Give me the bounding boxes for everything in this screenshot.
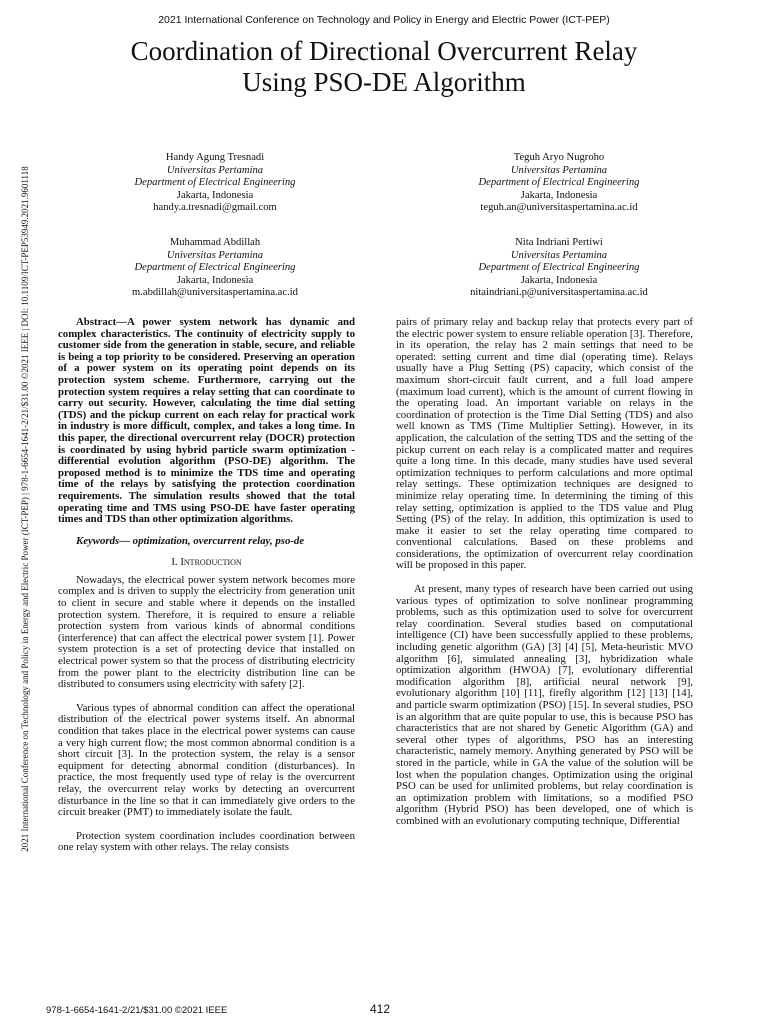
paragraph: At present, many types of research have been carried out using various types of optimization to solve nonlinear programming problems, such as this optimization used to solve for overcurrent relay coordination. Several studies based on computational intelligence (CI) have been successfully applied to these problems, including genetic algorithm (GA) [3] [4] [5], Meta-heuristic MVO algorithm [6], simulated annealing [3], hybridization whale optimization algorithm (HWOA) [7], evolutionary differential modification algorithm [8], artificial neural network [9], evolutionary algorithm [10] [11], firefly algorithm [12] [13] [14], and particle swarm optimization (PSO) [15]. In several studies, PSO is an algorithm that are quite popular to use, this is because PSO has characteristics that are not shared by Genetic Algorithm (GA) and several other types of algorithms, PSO has an interesting characteristic, namely memory. Anything generated by PSO will be stored in the particle, while in GA the value of the solution will be lost when the population changes. Optimization using the original PSO can be used for unlimited problems, but relay coordination is an optimization problem with limitations, so a modified PSO algorithm (Hybrid PSO) has been developed, one of which is combined with an evolutionary computing technique, Differential — [396, 583, 693, 827]
author-location: Jakarta, Indonesia — [520, 189, 598, 201]
author-block-3 — [80, 237, 350, 300]
section-number: I. — [171, 556, 178, 569]
author-name: Handy Agung Tresnadi — [165, 152, 265, 163]
side-doi-strip — [20, 138, 30, 883]
author-location: Jakarta, Indonesia — [520, 274, 598, 286]
side-doi-text: 2021 International Conference on Technology and Policy in Energy and Electric Power (ICT-PEP) | 978-1-6654-1641-2/21/$31.00 ©2021 IEEE | DOI: 10.1109/ICT-PEP53949.2021.9601118 — [20, 166, 30, 852]
paragraph: Nowadays, the electrical power system network becomes more complex and is driven to supply the electricity from generation unit to client in secure and stable where it depends on the installed protection system. Therefore, it is required to ensure a reliable protection system from various kinds of abnormal conditions (interference) that can affect the electrical power system [1]. Power system protection is a set of protecting device that installed on electrical power system so that the process of distributing electricity from the power plant to the electricity distribution line can be distributed to consumers using electricity with safety [2]. — [58, 573, 355, 691]
keywords: Keywords— optimization, overcurrent relay, pso-de — [76, 534, 305, 547]
title-line-2: Using PSO-DE Algorithm — [242, 67, 526, 97]
author-name: Teguh Aryo Nugroho — [513, 152, 605, 163]
left-column — [58, 317, 355, 854]
paragraph: Protection system coordination includes coordination between one relay system with other relays. The relay consists — [58, 829, 355, 854]
author-affiliation: Universitas Pertamina — [510, 164, 608, 176]
abstract: Abstract—A power system network has dynamic and complex characteristics. The continuity of electricity supply to customer side from the generation in stable, secure, and reliable is being a top priority to be considered. Preserving an operation of a power system on its operating point depends on its protection system scheme. Furthermore, carrying out the protection system requires a relay setting that can coordinate to carry out security. However, calculating the time dial setting (TDS) and the pickup current on each relay for practical work in industry is more difficult, complex, and takes a long time. In this paper, the directional overcurrent relay (DOCR) protection is coordinated by using hybrid particle swarm optimization - differential evolution algorithm (PSO-DE) algorithm. The proposed method is to minimize the TDS time and operating time of the relays by satisfying the protection coordination requirements. The simulation results showed that the total operating time and TMS using PSO-DE have faster operating times and TDS than other optimization algorithms. — [58, 316, 355, 526]
author-affiliation: Universitas Pertamina — [510, 249, 608, 261]
right-column — [396, 317, 693, 828]
section-title: Introduction — [180, 556, 242, 569]
conference-header: 2021 International Conference on Technology and Policy in Energy and Electric Power (ICT-PEP) — [158, 14, 610, 26]
author-email[interactable]: teguh.an@universitaspertamina.ac.id — [480, 202, 638, 214]
author-email[interactable]: nitaindriani.p@universitaspertamina.ac.id — [470, 287, 648, 299]
footer-copyright: 978-1-6654-1641-2/21/$31.00 ©2021 IEEE — [46, 1005, 228, 1016]
author-email[interactable]: handy.a.tresnadi@gmail.com — [153, 202, 277, 214]
author-email[interactable]: m.abdillah@universitaspertamina.ac.id — [132, 287, 298, 299]
author-affiliation: Universitas Pertamina — [166, 164, 264, 176]
author-department: Department of Electrical Engineering — [478, 262, 640, 274]
author-block-2 — [424, 152, 694, 215]
author-department: Department of Electrical Engineering — [134, 262, 296, 274]
title-line-1: Coordination of Directional Overcurrent Relay — [130, 36, 638, 66]
author-name: Muhammad Abdillah — [169, 237, 261, 248]
author-block-4 — [424, 237, 694, 300]
paragraph: pairs of primary relay and backup relay that protects every part of the electric power system to ensure reliable operation [3]. Therefore, in its operation, the relay has 2 main settings that need to be operated: setting current and time dial (operating time). Relays usually have a Plug Setting (PS) capacity, which consist of the maximum short-circuit fault current, and a full load ampere (maximum load current), which is the amount of current flowing in the operating load. An important variable on relays in the coordination of protection is the Time Dial Setting (TDS) and also well known as TMS (Time Multiplier Setting). However, in its application, the calculation of the setting TDS and the setting of the pickup current on each relay is a complicated matter and requires quite a long time. In this decade, many studies have used several optimization techniques to perform calculations and more optimal relay settings. These optimization techniques are designed to minimize relay operating time. In determining the timing of this relay setting, optimization is applied to the TDS value and Plug Setting (PS) of the relay. In addition, this optimization is used to make it easier to set the relay operating time compared to conventional calculations. Based on these problems and considerations, the optimization of overcurrent relay coordination will be proposed in this paper. — [396, 316, 693, 572]
paper-title — [70, 36, 698, 98]
author-department: Department of Electrical Engineering — [478, 177, 640, 189]
author-affiliation: Universitas Pertamina — [166, 249, 264, 261]
paragraph: Various types of abnormal condition can affect the operational distribution of the electrical power systems itself. An abnormal condition that takes place in the electrical power systems can cause a very high current flow; the most common abnormal condition is a short circuit [3]. In the protection system, the relay is a sensor equipment for detecting abnormal condition (disturbances). In practice, the most frequently used type of relay is the overcurrent relay, the overcurrent relay works by detecting an overcurrent disturbance in the line so that it can immediately give orders to the circuit breaker (PMT) to immediately isolate the fault. — [58, 701, 355, 819]
author-department: Department of Electrical Engineering — [134, 177, 296, 189]
author-name: Nita Indriani Pertiwi — [515, 237, 603, 248]
section-heading — [58, 557, 355, 569]
author-location: Jakarta, Indonesia — [176, 274, 254, 286]
page-number: 412 — [370, 1002, 391, 1016]
author-location: Jakarta, Indonesia — [176, 189, 254, 201]
author-block-1 — [80, 152, 350, 215]
